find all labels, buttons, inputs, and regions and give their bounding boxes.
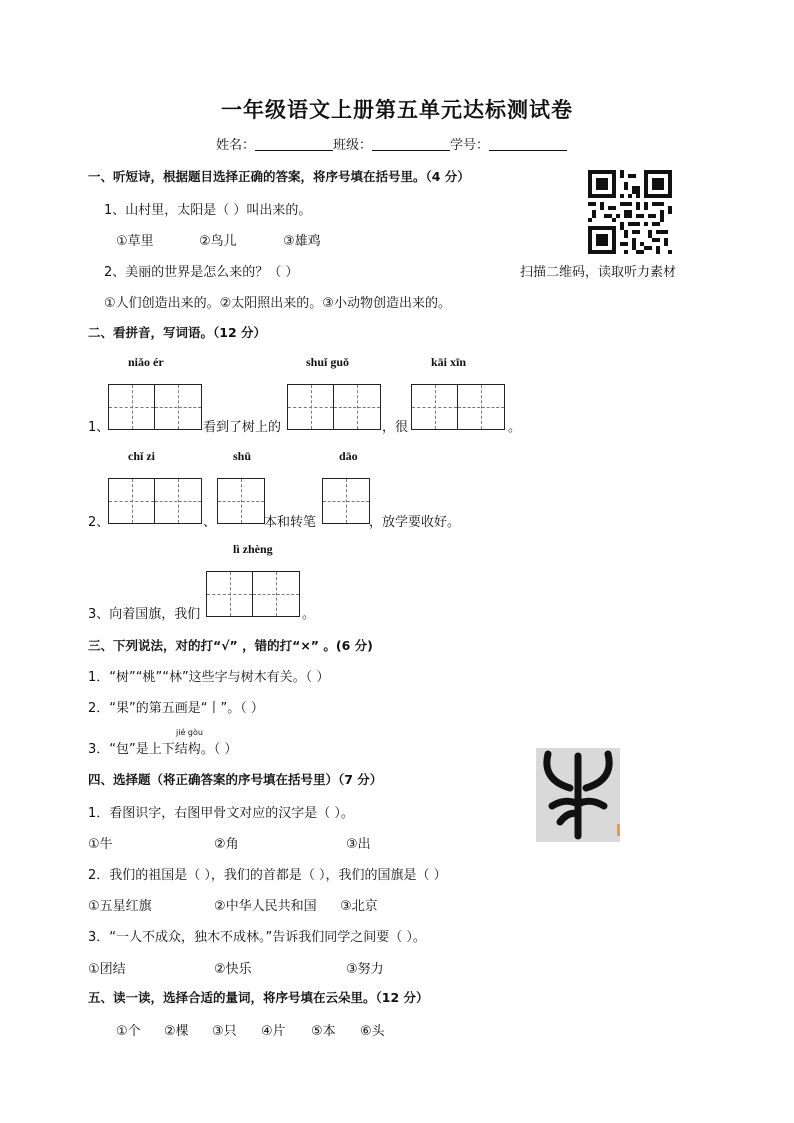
- s4-question-2: 2．我们的祖国是（ ），我们的首都是（ ），我们的国旗是（ ）: [88, 868, 447, 883]
- writing-grid-kai-xin[interactable]: [411, 384, 505, 430]
- writing-grid-shui-guo[interactable]: [287, 384, 381, 430]
- r1-number: 1、: [88, 420, 110, 435]
- section-5-heading: 五、读一读，选择合适的量词，将序号填在云朵里。（12 分）: [88, 990, 429, 1005]
- s4-q3-option-1: ①团结: [88, 962, 126, 977]
- section-4-heading: 四、选择题（将正确答案的序号填在括号里）（7 分）: [88, 772, 383, 787]
- pinyin-shu: shū: [233, 449, 252, 463]
- page-title: 一年级语文上册第五单元达标测试卷: [221, 98, 573, 122]
- qr-code[interactable]: [588, 170, 672, 254]
- pinyin-shui-guo: shuǐ guǒ: [306, 355, 350, 369]
- s4-q3-option-3: ③努力: [346, 962, 384, 977]
- s4-q1-option-1: ①牛: [88, 837, 113, 852]
- name-label: 姓名：: [216, 138, 256, 153]
- s1-q1-option-3: ③雄鸡: [283, 234, 321, 249]
- student-info: [216, 134, 567, 153]
- s5-option-5: ⑤本: [311, 1024, 336, 1039]
- s5-option-3: ③只: [212, 1024, 237, 1039]
- oracle-bone-glyph-image: [536, 748, 620, 842]
- pinyin-kai-xin: kāi xīn: [431, 355, 467, 369]
- section-1-heading: 一、听短诗，根据题目选择正确的答案，将序号填在括号里。（4 分）: [88, 169, 470, 184]
- r3-prefix: 3、向着国旗，我们: [88, 607, 201, 622]
- r1-text-2: ，很: [382, 420, 409, 435]
- s1-question-1: 1、山村里，太阳是（ ）叫出来的。: [104, 203, 312, 218]
- s4-q2-option-3: ③北京: [340, 899, 378, 914]
- name-blank[interactable]: [255, 136, 333, 151]
- writing-grid-chi-zi[interactable]: [108, 478, 202, 524]
- s1-question-2: 2、美丽的世界是怎么来的？（ ）: [104, 265, 299, 280]
- section-3-heading: 三、下列说法，对的打“√” ，错的打“×” 。(6 分): [88, 638, 373, 653]
- s5-option-2: ②棵: [164, 1024, 189, 1039]
- s5-option-1: ①个: [116, 1024, 141, 1039]
- s3-q3-part-2: 结构。（ ）: [174, 742, 238, 757]
- s3-question-1: 1．“树”“桃”“林”这些字与树木有关。（ ）: [88, 670, 330, 685]
- r2-text-3: ，放学要收好。: [369, 515, 461, 530]
- pinyin-niao-er: niǎo ér: [128, 355, 164, 369]
- s3-question-3: [88, 738, 237, 757]
- writing-grid-dao[interactable]: [322, 478, 370, 524]
- s1-q1-option-1: ①草里: [116, 234, 154, 249]
- s4-q1-option-3: ③出: [346, 837, 371, 852]
- s4-q2-option-1: ①五星红旗: [88, 899, 152, 914]
- s3-q3-pinyin: jié gòu: [176, 728, 203, 737]
- r2-number: 2、: [88, 515, 110, 530]
- s4-q1-option-2: ②角: [214, 837, 239, 852]
- r1-text-1: 看到了树上的: [203, 420, 282, 435]
- writing-grid-shu[interactable]: [217, 478, 265, 524]
- r1-text-3: 。: [508, 420, 522, 435]
- class-blank[interactable]: [372, 136, 450, 151]
- s4-question-3: 3．“一人不成众，独木不成林。”告诉我们同学之间要（ ）。: [88, 930, 426, 945]
- pinyin-dao: dāo: [339, 449, 358, 463]
- s1-q2-options: ①人们创造出来的。②太阳照出来的。③小动物创造出来的。: [104, 296, 451, 311]
- r3-text-1: 。: [302, 607, 316, 622]
- class-label: 班级：: [333, 138, 373, 153]
- section-2-heading: 二、看拼音，写词语。（12 分）: [88, 325, 266, 340]
- s5-option-6: ⑥头: [360, 1024, 385, 1039]
- s3-question-2: 2．“果”的第五画是“丨”。（ ）: [88, 701, 264, 716]
- s4-q3-option-2: ②快乐: [214, 962, 252, 977]
- id-blank[interactable]: [489, 136, 567, 151]
- s5-option-4: ④片: [261, 1024, 286, 1039]
- s4-question-1: 1．看图识字，右图甲骨文对应的汉字是（ ）。: [88, 806, 354, 821]
- id-label: 学号：: [450, 138, 490, 153]
- s3-q3-part-1: 3．“包”是上下: [88, 742, 175, 757]
- r2-text-2: 本和转笔: [264, 515, 317, 530]
- writing-grid-niao-er[interactable]: [108, 384, 202, 430]
- s4-q2-option-2: ②中华人民共和国: [214, 899, 317, 914]
- r2-text-1: 、: [203, 515, 217, 530]
- pinyin-li-zheng: lì zhèng: [233, 542, 273, 556]
- writing-grid-li-zheng[interactable]: [206, 571, 300, 617]
- s1-q1-option-2: ②鸟儿: [199, 234, 237, 249]
- qr-caption: 扫描二维码，读取听力素材: [520, 265, 677, 280]
- pinyin-chi-zi: chǐ zi: [128, 449, 155, 463]
